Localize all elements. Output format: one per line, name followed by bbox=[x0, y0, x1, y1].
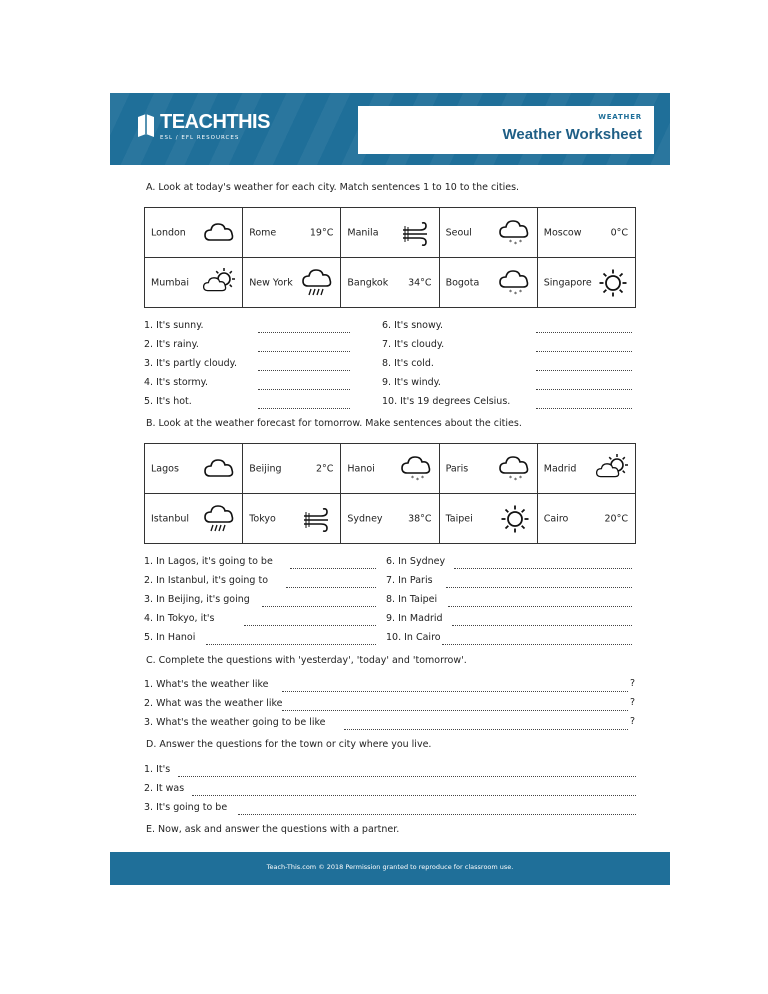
answer-item-text: 3. It's going to be bbox=[144, 802, 228, 813]
book-icon bbox=[136, 113, 156, 139]
svg-text:*: * bbox=[518, 474, 522, 482]
city-name: Manila bbox=[347, 227, 379, 238]
forecast-sentence-text: 5. In Hanoi bbox=[144, 632, 196, 643]
forecast-sentence bbox=[386, 612, 632, 626]
answer-blank[interactable] bbox=[282, 690, 628, 692]
city-cell bbox=[341, 494, 439, 544]
answer-blank[interactable] bbox=[244, 624, 376, 626]
forecast-sentence bbox=[386, 593, 632, 607]
forecast-sentence-text: 6. In Sydney bbox=[386, 556, 446, 567]
answer-blank[interactable] bbox=[282, 709, 628, 711]
sentence-item-text: 9. It's windy. bbox=[382, 377, 441, 388]
section-d-instruction: D. Answer the questions for the town or city where you live. bbox=[146, 739, 432, 750]
city-name: Lagos bbox=[151, 463, 179, 474]
weather-table-row bbox=[145, 444, 636, 494]
question-mark: ? bbox=[630, 716, 636, 727]
section-c-instruction: C. Complete the questions with 'yesterday', 'today' and 'tomorrow'. bbox=[146, 655, 467, 666]
sentence-item bbox=[382, 338, 632, 352]
question-mark: ? bbox=[630, 678, 636, 689]
question-item-text: 3. What's the weather going to be like bbox=[144, 717, 326, 728]
temperature-value: 34°C bbox=[408, 277, 432, 288]
city-name: Hanoi bbox=[347, 463, 375, 474]
section-a-instruction: A. Look at today's weather for each city. Match sentences 1 to 10 to the cities. bbox=[146, 182, 520, 193]
forecast-sentence bbox=[386, 631, 632, 645]
city-cell bbox=[537, 258, 635, 308]
temperature-value: 19°C bbox=[309, 227, 334, 238]
weather-table-row bbox=[145, 494, 636, 544]
snow-cloud-icon bbox=[400, 454, 434, 484]
answer-blank[interactable] bbox=[536, 331, 632, 333]
city-name: Singapore bbox=[543, 277, 592, 288]
weather-table-row bbox=[145, 208, 636, 258]
answer-blank[interactable] bbox=[536, 388, 632, 390]
forecast-sentence-text: 10. In Cairo bbox=[386, 632, 441, 643]
answer-blank[interactable] bbox=[454, 567, 632, 569]
svg-text:*: * bbox=[518, 238, 522, 246]
sun-icon bbox=[596, 268, 630, 298]
answer-blank[interactable] bbox=[536, 350, 632, 352]
city-name: London bbox=[151, 227, 186, 238]
forecast-sentence bbox=[144, 612, 376, 626]
answer-blank[interactable] bbox=[442, 643, 632, 645]
forecast-sentence-text: 1. In Lagos, it's going to be bbox=[144, 556, 273, 567]
city-cell bbox=[145, 494, 243, 544]
city-cell bbox=[145, 258, 243, 308]
svg-text:*: * bbox=[513, 240, 517, 248]
snow-cloud-icon bbox=[498, 454, 532, 484]
sentence-item bbox=[144, 338, 350, 352]
answer-blank[interactable] bbox=[258, 388, 350, 390]
sentence-item-text: 8. It's cold. bbox=[382, 358, 434, 369]
forecast-sentence bbox=[144, 593, 376, 607]
sentence-item-text: 1. It's sunny. bbox=[144, 320, 204, 331]
forecast-sentence-text: 3. In Beijing, it's going bbox=[144, 594, 250, 605]
worksheet-page bbox=[110, 93, 670, 885]
answer-blank[interactable] bbox=[258, 350, 350, 352]
answer-blank[interactable] bbox=[344, 728, 628, 730]
question-item bbox=[144, 716, 628, 730]
footer-copyright: Teach-This.com © 2018 Permission granted to reproduce for classroom use. bbox=[266, 863, 514, 871]
temperature-value: 38°C bbox=[408, 513, 432, 524]
title-box bbox=[358, 106, 654, 154]
forecast-sentence-text: 4. In Tokyo, it's bbox=[144, 613, 215, 624]
sentence-item bbox=[382, 376, 632, 390]
forecast-sentence-text: 9. In Madrid bbox=[386, 613, 443, 624]
city-cell bbox=[341, 208, 439, 258]
answer-blank[interactable] bbox=[536, 407, 632, 409]
answer-item bbox=[144, 782, 636, 796]
answer-blank[interactable] bbox=[206, 643, 376, 645]
city-name: Tokyo bbox=[249, 513, 276, 524]
city-cell bbox=[145, 444, 243, 494]
city-name: Cairo bbox=[543, 513, 569, 524]
footer-banner bbox=[110, 852, 670, 885]
city-cell bbox=[439, 494, 537, 544]
city-cell bbox=[439, 208, 537, 258]
wind-icon bbox=[301, 504, 335, 534]
header-banner bbox=[110, 93, 670, 165]
question-item-text: 1. What's the weather like bbox=[144, 679, 269, 690]
sentence-item-text: 3. It's partly cloudy. bbox=[144, 358, 237, 369]
answer-blank[interactable] bbox=[452, 624, 632, 626]
answer-blank[interactable] bbox=[258, 331, 350, 333]
answer-blank[interactable] bbox=[258, 369, 350, 371]
temperature-value: 2°C bbox=[315, 463, 334, 474]
cloud-icon bbox=[203, 454, 237, 484]
city-cell bbox=[243, 258, 341, 308]
svg-text:*: * bbox=[513, 476, 517, 484]
sentence-item bbox=[382, 395, 632, 409]
answer-blank[interactable] bbox=[446, 586, 632, 588]
answer-item bbox=[144, 801, 636, 815]
city-cell bbox=[439, 258, 537, 308]
question-item bbox=[144, 678, 628, 692]
forecast-sentence-text: 7. In Paris bbox=[386, 575, 433, 586]
snow-cloud-icon bbox=[498, 218, 532, 248]
forecast-sentence bbox=[386, 555, 632, 569]
sentence-item bbox=[144, 376, 350, 390]
svg-text:*: * bbox=[410, 474, 414, 482]
city-cell bbox=[439, 444, 537, 494]
section-a-weather-table bbox=[144, 207, 636, 308]
forecast-sentence-text: 2. In Istanbul, it's going to bbox=[144, 575, 269, 586]
city-cell bbox=[341, 444, 439, 494]
city-name: Madrid bbox=[543, 463, 577, 474]
svg-text:*: * bbox=[508, 238, 512, 246]
city-name: New York bbox=[249, 277, 293, 288]
sentence-item-text: 6. It's snowy. bbox=[382, 320, 444, 331]
question-item-text: 2. What was the weather like bbox=[144, 698, 283, 709]
svg-text:*: * bbox=[508, 288, 512, 296]
answer-item-text: 1. It's bbox=[144, 764, 171, 775]
answer-blank[interactable] bbox=[536, 369, 632, 371]
answer-blank[interactable] bbox=[286, 586, 376, 588]
sentence-item bbox=[382, 319, 632, 333]
city-name: Bogota bbox=[445, 277, 480, 288]
sentence-item bbox=[144, 319, 350, 333]
sentence-item-text: 5. It's hot. bbox=[144, 396, 192, 407]
city-cell bbox=[243, 444, 341, 494]
wind-icon bbox=[400, 218, 434, 248]
city-cell bbox=[243, 208, 341, 258]
snow-cloud-icon bbox=[498, 268, 532, 298]
city-name: Moscow bbox=[543, 227, 582, 238]
rain-cloud-icon bbox=[203, 504, 237, 534]
cloud-icon bbox=[203, 218, 237, 248]
city-cell bbox=[145, 208, 243, 258]
sentence-item bbox=[144, 395, 350, 409]
answer-item-text: 2. It was bbox=[144, 783, 185, 794]
svg-text:*: * bbox=[518, 288, 522, 296]
temperature-value: 0°C bbox=[610, 227, 628, 238]
sun-icon bbox=[498, 504, 532, 534]
svg-text:*: * bbox=[513, 290, 517, 298]
city-name: Taipei bbox=[445, 513, 473, 524]
city-name: Rome bbox=[249, 227, 277, 238]
forecast-sentence bbox=[144, 555, 376, 569]
answer-blank[interactable] bbox=[178, 775, 636, 777]
forecast-sentence bbox=[386, 574, 632, 588]
city-cell bbox=[537, 494, 635, 544]
answer-blank[interactable] bbox=[290, 567, 376, 569]
answer-blank[interactable] bbox=[258, 407, 350, 409]
city-name: Seoul bbox=[445, 227, 472, 238]
sentence-item bbox=[382, 357, 632, 371]
question-item bbox=[144, 697, 628, 711]
forecast-sentence bbox=[144, 574, 376, 588]
city-name: Beijing bbox=[249, 463, 282, 474]
city-cell bbox=[537, 208, 635, 258]
city-cell bbox=[341, 258, 439, 308]
svg-text:*: * bbox=[420, 474, 424, 482]
logo bbox=[136, 111, 286, 151]
answer-blank[interactable] bbox=[192, 794, 636, 796]
section-b-weather-table bbox=[144, 443, 636, 544]
city-name: Bangkok bbox=[347, 277, 389, 288]
logo-name: TEACHTHIS bbox=[160, 111, 270, 133]
section-e-instruction: E. Now, ask and answer the questions with a partner. bbox=[146, 824, 400, 835]
svg-text:*: * bbox=[508, 474, 512, 482]
svg-text:*: * bbox=[415, 476, 419, 484]
sentence-item-text: 7. It's cloudy. bbox=[382, 339, 445, 350]
rain-cloud-icon bbox=[301, 268, 335, 298]
answer-blank[interactable] bbox=[262, 605, 376, 607]
category-label: WEATHER bbox=[598, 113, 642, 121]
answer-blank[interactable] bbox=[238, 813, 636, 815]
city-name: Mumbai bbox=[151, 277, 189, 288]
city-cell bbox=[243, 494, 341, 544]
section-b-instruction: B. Look at the weather forecast for tomorrow. Make sentences about the cities. bbox=[146, 418, 522, 429]
answer-item bbox=[144, 763, 636, 777]
sentence-item-text: 10. It's 19 degrees Celsius. bbox=[382, 396, 511, 407]
city-name: Paris bbox=[445, 463, 469, 474]
temperature-value: 20°C bbox=[604, 513, 628, 524]
forecast-sentence-text: 8. In Taipei bbox=[386, 594, 438, 605]
city-name: Istanbul bbox=[151, 513, 190, 524]
sentence-item-text: 2. It's rainy. bbox=[144, 339, 199, 350]
sentence-item bbox=[144, 357, 350, 371]
page-title: Weather Worksheet bbox=[502, 126, 642, 143]
city-cell bbox=[537, 444, 635, 494]
answer-blank[interactable] bbox=[448, 605, 632, 607]
weather-table-row bbox=[145, 258, 636, 308]
partly-cloudy-icon bbox=[596, 454, 630, 484]
forecast-sentence bbox=[144, 631, 376, 645]
logo-subtitle: ESL / EFL RESOURCES bbox=[160, 135, 240, 141]
question-mark: ? bbox=[630, 697, 636, 708]
sentence-item-text: 4. It's stormy. bbox=[144, 377, 208, 388]
partly-cloudy-icon bbox=[203, 268, 237, 298]
city-name: Sydney bbox=[347, 513, 383, 524]
